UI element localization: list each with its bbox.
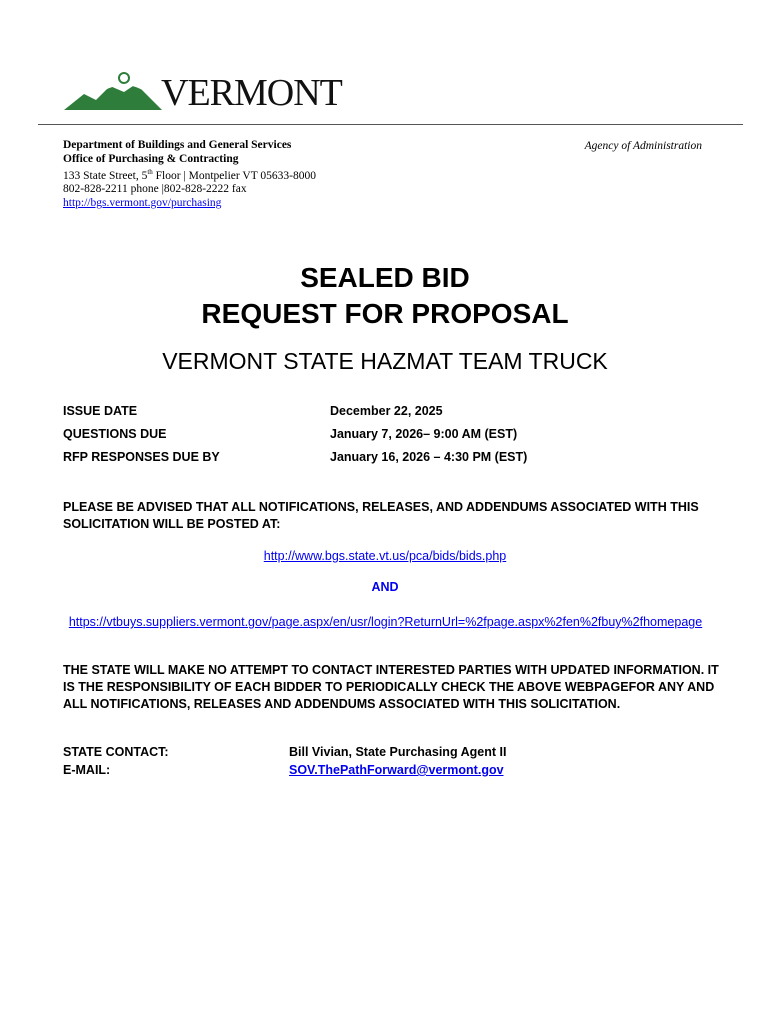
subtitle: VERMONT STATE HAZMAT TEAM TRUCK [162, 348, 608, 374]
responsibility-notice: THE STATE WILL MAKE NO ATTEMPT TO CONTACT INTERESTED PARTIES WITH UPDATED INFORMATION. IT IS THE RESPONSIBILITY OF EACH BIDDER TO PERIODICALLY CHECK THE ABOVE WEBPAGEFOR ANY AND ALL NOTIFICATIONS, RELEASES AND ADDENDUMS ASSOCIATED WITH THIS SOLICITATION. [63, 663, 719, 711]
title-line-2: REQUEST FOR PROPOSAL [201, 298, 569, 329]
date-label: ISSUE DATE [63, 404, 138, 418]
logo-text: VERMONT [161, 72, 342, 114]
date-row-responses [63, 450, 528, 464]
email-label: E-MAIL: [63, 763, 111, 777]
date-value: January 16, 2026 – 4:30 PM (EST) [330, 450, 528, 464]
state-contact-row [63, 745, 507, 759]
department-name: Department of Buildings and General Services [63, 139, 292, 151]
mountain-icon [64, 84, 162, 110]
header-divider [38, 124, 743, 125]
email-link[interactable]: SOV.ThePathForward@vermont.gov [289, 763, 504, 777]
date-label: QUESTIONS DUE [63, 427, 167, 441]
date-value: December 22, 2025 [330, 404, 443, 418]
date-row-issue [63, 404, 443, 418]
date-row-questions [63, 427, 518, 441]
sun-icon [119, 73, 129, 83]
bids-link[interactable]: http://www.bgs.state.vt.us/pca/bids/bids.php [263, 549, 507, 563]
vtbuys-link[interactable]: https://vtbuys.suppliers.vermont.gov/page.aspx/en/usr/login?ReturnUrl=%2fpage.aspx%2fen%2fbuy%2fhomepage [68, 615, 703, 629]
date-label: RFP RESPONSES DUE BY [63, 450, 220, 464]
email-row [63, 763, 504, 777]
and-label: AND [371, 580, 399, 594]
title-line-1: SEALED BID [300, 262, 470, 293]
phone-fax: 802-828-2211 phone |802-828-2222 fax [63, 183, 247, 196]
state-contact-label: STATE CONTACT: [63, 745, 169, 759]
posting-notice: PLEASE BE ADVISED THAT ALL NOTIFICATIONS, RELEASES, AND ADDENDUMS ASSOCIATED WITH THIS SOLICITATION WILL BE POSTED AT: [63, 500, 699, 531]
office-name: Office of Purchasing & Contracting [63, 152, 239, 165]
street-address: 133 State Street, 5th Floor | Montpelier VT 05633-8000 [63, 168, 316, 182]
department-address-block [63, 139, 316, 210]
website-link[interactable]: http://bgs.vermont.gov/purchasing [63, 196, 222, 209]
state-contact-value: Bill Vivian, State Purchasing Agent II [289, 745, 507, 759]
date-value: January 7, 2026– 9:00 AM (EST) [330, 427, 518, 441]
agency-name: Agency of Administration [584, 140, 702, 152]
